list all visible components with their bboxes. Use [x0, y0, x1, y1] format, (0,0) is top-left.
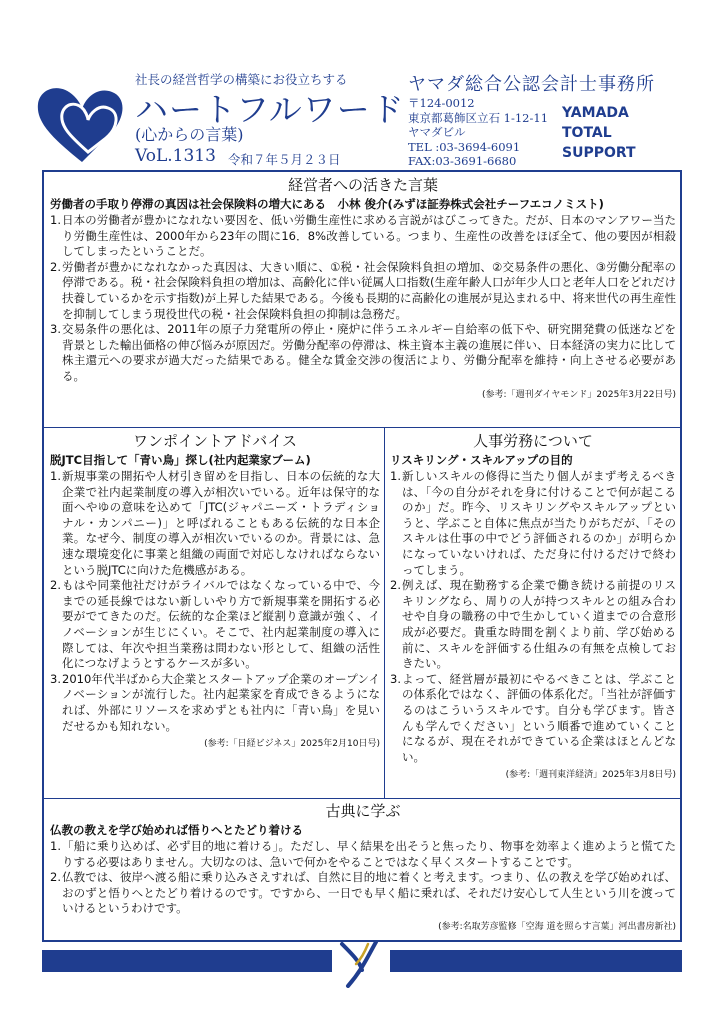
section-divider: [44, 427, 680, 428]
management-words-section: [50, 174, 676, 400]
column-divider: [384, 428, 385, 798]
volume-number: VoL.1313: [135, 146, 216, 166]
classics-section: [50, 800, 676, 932]
section-subtitle: 労働者の手取り停滞の真因は社会保険料の増大にある 小林 俊介(みずほ証券株式会社チーフエコノミスト): [50, 197, 604, 211]
section-subtitle: 脱JTC目指して「青い鳥」探し(社内起業家ブーム): [50, 453, 311, 467]
brand-line: TOTAL: [562, 125, 612, 141]
section-title: 経営者への活きた言葉: [287, 176, 438, 194]
footer-bar-right: [390, 950, 682, 972]
section-title: 人事労務について: [473, 432, 593, 450]
source-citation: (参考:名取芳彦監修「空海 道を照らす言葉」河出書房新社): [438, 921, 676, 932]
list-item: 3. 2010年代半ばから大企業とスタートアップ企業のオープンイノベーションが流行した。社内起業家を育成できるようになれば、外部にリソースを求めずとも社内に「青い鳥」を見いだせるかも知れない。: [50, 671, 380, 733]
section-divider: [44, 798, 680, 799]
list-item: 2. 労働者が豊かになれなかった真因は、大きい順に、①税・社会保険料負担の増加、②交易条件の悪化、③労働分配率の停滞である。税・社会保険料負担の増加は、高齢化に伴い従属人口指数(生産年齢人口が年少人口と老年人口をどれだけ扶養しているかを示す指数)が上昇した結果である。今後も長期的に高齢化の進展が見込まれる中、将来世代の再生産性を抑制してしまう現役世代の税・社会保険料負担の抑制は急務だ。: [50, 259, 676, 321]
content-frame: [42, 170, 682, 942]
list-item: 1. 日本の労働者が豊かになれない要因を、低い労働生産性に求める言説がはびこってきた。だが、日本のマンアワー当たり労働生産性は、2000年から23年の間に16．8%改善している。つまり、生産性の改善をほぼ全て、他の要因が相殺してしまったということだ。: [50, 213, 676, 259]
phone-number: TEL :03-3694-6091: [408, 139, 521, 154]
section-subtitle: リスキリング・スキルアップの目的: [390, 453, 573, 467]
list-item: 1. 新規事業の開拓や人材引き留めを目指し、日本の伝統的な大企業で社内起業制度の導入が相次いでいる。近年は保守的な面へやゆの意味を込めて「JTC(ジャパニーズ・トラディショナル・カンパニー)」と呼ばれることもある伝統的な日本企業。なぜ今、制度の導入が相次いでいるのか。背景には、急速な環境変化に事業と組織の両面で対応しなければならないという脱JTCに向けた危機感がある。: [50, 469, 380, 577]
source-citation: (参考:「日経ビジネス」2025年2月10日号): [204, 739, 380, 750]
list-item: 2. 仏教では、彼岸へ渡る船に乗り込みさえすれば、自然に目的地に着くと考えます。つまり、仏の教えを学び始めれば、おのずと悟りへとたどり着けるのです。ですから、一日でも早く船に乗れば、それだけ安心して人生という川を渡っていけるというわけです。: [50, 870, 676, 916]
newsletter-subtitle: (心からの言葉): [135, 125, 244, 144]
source-citation: (参考:「週刊ダイヤモンド」2025年3月22日号): [482, 389, 676, 400]
firm-address: [408, 96, 548, 169]
section-title: ワンポイントアドバイス: [132, 432, 298, 450]
list-item: 3. よって、経営層が最初にやるべきことは、学ぶことの体系化ではなく、評価の体系化だ。「当社が評価するのはこういうスキルです。自分も学びます。皆さんも学んでください」という順番で進めていくことになるが、現在それができている企業はほとんどない。: [390, 671, 676, 764]
section-subtitle: 仏教の教えを学び始めれば悟りへとたどり着ける: [50, 823, 303, 837]
issue-date: 令和７年５月２３日: [228, 152, 341, 167]
brand-line: SUPPORT: [562, 145, 636, 161]
tagline: 社長の経営哲学の構築にお役立ちする: [135, 72, 348, 87]
section-title: 古典に学ぶ: [325, 802, 401, 820]
firm-brand: [562, 103, 672, 163]
footer-bar-left: [42, 950, 332, 972]
one-point-advice-section: [50, 430, 380, 749]
list-item: 2. 例えば、現在勤務する企業で働き続ける前提のリスキリングなら、周りの人が持つスキルとの組み合わせや自身の職務の中で生かしていく道までの合意形成が必要だ。貴重な時間を割くより前、学び始める前に、スキルを評価する仕組みの有無を点検しておきたい。: [390, 578, 676, 671]
list-item: 1. 新しいスキルの修得に当たり個人がまず考えるべきは、「今の自分がそれを身に付けることで何が起こるのか」だ。昨今、リスキリングやスキルアップというと、学ぶこと自体に焦点が当たりがちだが、「そのスキルは仕事の中でどう評価されるのか」が明らかになっていないければ、ただ身に付けるだけで終わってしまう。: [390, 469, 676, 577]
street-address: 東京都葛飾区立石 1-12-11: [408, 110, 549, 125]
newsletter-title: ハートフルワード: [135, 90, 405, 129]
hr-labor-section: [390, 430, 676, 780]
brand-line: YAMADA: [562, 105, 629, 121]
list-item: 1. 「船に乗り込めば、必ず目的地に着ける」。ただし、早く結果を出そうと焦ったり、物事を効率よく進めようと慌てたりする必要はありません。大切なのは、急いで何かをやることではなく早くスタートすることです。: [50, 839, 676, 869]
two-hearts-icon: [30, 70, 140, 170]
y-swoosh-logo-icon: [338, 940, 384, 988]
source-citation: (参考:「週刊東洋経済」2025年3月8日号): [505, 770, 676, 781]
postal-code: 〒124-0012: [408, 96, 475, 110]
firm-name: ヤマダ総合公認会計士事務所: [408, 74, 655, 95]
list-item: 2. もはや同業他社だけがライバルではなくなっている中で、今までの延長線ではない新しいやり方で新規事業を開拓する必要がでてきたのだ。伝統的な企業ほど縦割り意識が強く、イノベーションが生じにくい。そこで、社内起業制度の導入に際しては、年次や担当業務は問わない形として、組織の活性化につなげようとするケースが多い。: [50, 578, 380, 671]
list-item: 3. 交易条件の悪化は、2011年の原子力発電所の停止・廃炉に伴うエネルギー自給率の低下や、研究開発費の低迷などを背景とした輸出価格の伸び悩みが原因だ。労働分配率の停滞は、株主資本主義の進展に伴い、日本経済の実力に比して株主還元への要求が過大だった結果である。健全な賃金交渉の復活により、労働分配率を維持・向上させる必要がある。: [50, 322, 676, 383]
building-name: ヤマダビル: [408, 125, 466, 139]
fax-number: FAX:03-3691-6680: [408, 154, 517, 168]
